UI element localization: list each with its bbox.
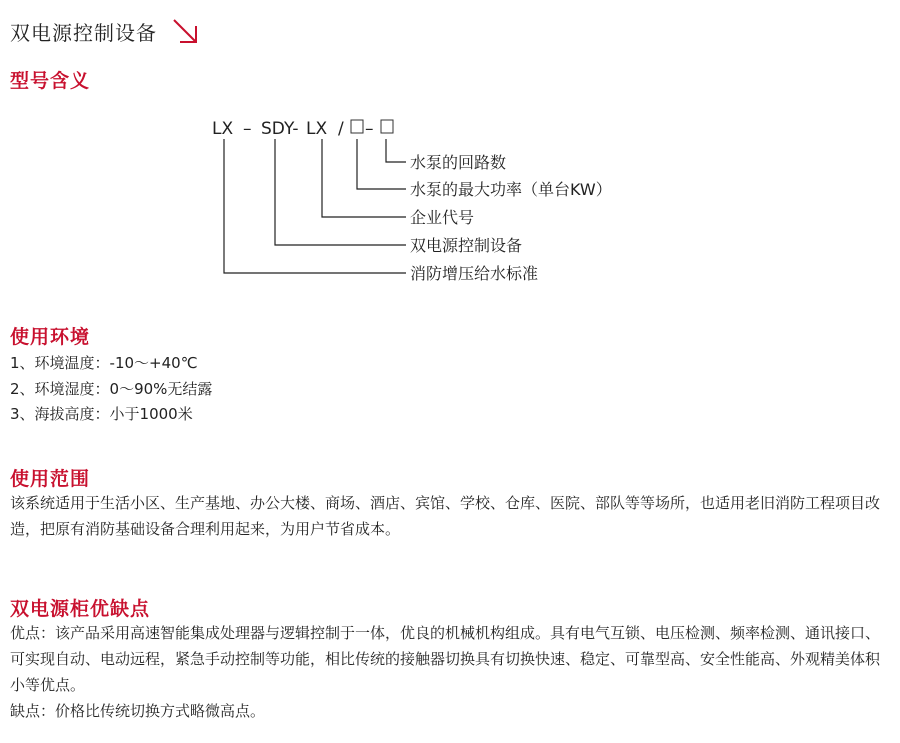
code-lx1: LX: [212, 119, 234, 139]
code-box-1: [351, 120, 363, 133]
code-box-2: [381, 120, 393, 133]
environment-item: 2、环境湿度：0～90%无结露: [10, 380, 213, 398]
code-sdy: SDY-: [261, 119, 299, 139]
environment-item: 1、环境温度：-10～+40℃: [10, 354, 198, 372]
pros-cons-heading: 双电源柜优缺点: [10, 598, 151, 620]
label-company-code: 企业代号: [410, 208, 475, 227]
scope-heading: 使用范围: [10, 468, 91, 490]
cons-text: 缺点：价格比传统切换方式略微高点。: [10, 702, 266, 720]
code-dash2: –: [365, 119, 374, 139]
label-pump-max-power: 水泵的最大功率（单台KW）: [410, 180, 612, 199]
label-pump-circuits: 水泵的回路数: [410, 153, 507, 172]
code-slash: /: [338, 119, 344, 139]
environment-item: 3、海拔高度：小于1000米: [10, 405, 193, 423]
connector-lines: [224, 139, 406, 273]
code-lx2: LX: [306, 119, 328, 139]
model-heading: 型号含义: [10, 70, 91, 92]
page-title: 双电源控制设备: [10, 20, 157, 45]
environment-heading: 使用环境: [10, 326, 91, 348]
model-diagram: [0, 0, 900, 320]
code-dash1: –: [243, 119, 252, 139]
label-fire-standard: 消防增压给水标准: [410, 264, 539, 283]
label-dual-power-device: 双电源控制设备: [410, 236, 523, 255]
pros-text: 优点：该产品采用高速智能集成处理器与逻辑控制于一体，优良的机械机构组成。具有电气互锁、电压检测、频率检测、通讯接口、可实现自动、电动远程，紧急手动控制等功能，相比传统的接触器切换具有切换快速、稳定、可靠型高、安全性能高、外观精美体积小等优点。: [10, 624, 881, 694]
scope-text: 该系统适用于生活小区、生产基地、办公大楼、商场、酒店、宾馆、学校、仓库、医院、部队等等场所，也适用老旧消防工程项目改造，把原有消防基础设备合理利用起来，为用户节省成本。: [10, 494, 881, 538]
